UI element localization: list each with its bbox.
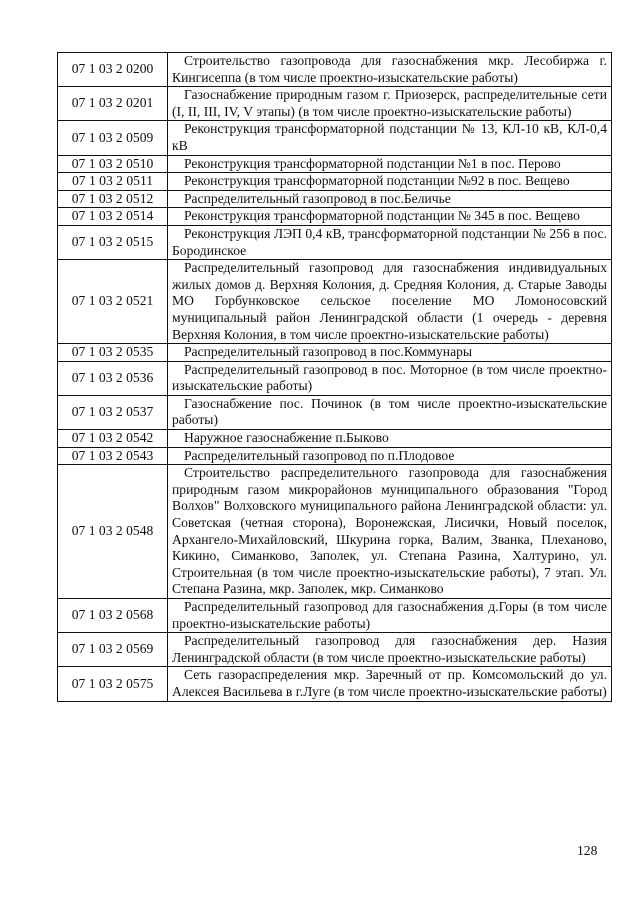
row-code: 07 1 03 2 0575 <box>58 667 168 701</box>
table-row <box>58 667 612 701</box>
row-description: Сеть газораспределения мкр. Заречный от пр. Комсомольский до ул. Алексея Васильева в г.Луге (в том числе проектно-изыскательские работы) <box>168 667 612 701</box>
table-row <box>58 260 612 344</box>
table-row <box>58 430 612 448</box>
table-row <box>58 599 612 633</box>
row-description: Распределительный газопровод в пос. Моторное (в том числе проектно-изыскательские работы) <box>168 361 612 395</box>
row-description: Распределительный газопровод в пос.Коммунары <box>168 344 612 362</box>
row-code: 07 1 03 2 0548 <box>58 465 168 599</box>
table-row <box>58 225 612 259</box>
row-code: 07 1 03 2 0521 <box>58 260 168 344</box>
table-row <box>58 447 612 465</box>
row-code: 07 1 03 2 0542 <box>58 430 168 448</box>
row-description: Распределительный газопровод для газоснабжения д.Горы (в том числе проектно-изыскательские работы) <box>168 599 612 633</box>
table-row <box>58 53 612 87</box>
row-description: Реконструкция ЛЭП 0,4 кВ, трансформаторной подстанции № 256 в пос. Бородинское <box>168 225 612 259</box>
row-description: Распределительный газопровод по п.Плодовое <box>168 447 612 465</box>
row-description: Реконструкция трансформаторной подстанции № 345 в пос. Вещево <box>168 208 612 226</box>
row-description: Распределительный газопровод для газоснабжения дер. Назия Ленинградской области (в том числе проектно-изыскательские работы) <box>168 633 612 667</box>
row-code: 07 1 03 2 0511 <box>58 173 168 191</box>
row-description: Наружное газоснабжение п.Быково <box>168 430 612 448</box>
row-description: Реконструкция трансформаторной подстанции №92 в пос. Вещево <box>168 173 612 191</box>
row-code: 07 1 03 2 0509 <box>58 121 168 155</box>
table-row <box>58 121 612 155</box>
row-code: 07 1 03 2 0537 <box>58 395 168 429</box>
table-row <box>58 633 612 667</box>
row-code: 07 1 03 2 0568 <box>58 599 168 633</box>
row-description: Реконструкция трансформаторной подстанции №1 в пос. Перово <box>168 155 612 173</box>
row-code: 07 1 03 2 0569 <box>58 633 168 667</box>
row-description: Распределительный газопровод в пос.Беличье <box>168 190 612 208</box>
table-row <box>58 361 612 395</box>
row-code: 07 1 03 2 0510 <box>58 155 168 173</box>
row-description: Строительство распределительного газопровода для газоснабжения природным газом микрорайонов муниципального образования "Город Волхов" Волховского муниципального района Ленинградской области: ул. Советская (четная сторона), Воронежская, Лисички, Новый поселок, Архангело-Михайловский, Шкурина горка, Валим, Званка, Плеханово, Кикино, Симанково, Заполек, ул. Степана Разина, Халтурино, ул. Строительная (в том числе проектно-изыскательские работы), 7 этап. Ул. Степана Разина, мкр. Заполек, мкр. Симанково <box>168 465 612 599</box>
row-description: Строительство газопровода для газоснабжения мкр. Лесобиржа г. Кингисеппа (в том числе проектно-изыскательские работы) <box>168 53 612 87</box>
row-code: 07 1 03 2 0514 <box>58 208 168 226</box>
row-description: Газоснабжение пос. Починок (в том числе проектно-изыскательские работы) <box>168 395 612 429</box>
row-code: 07 1 03 2 0543 <box>58 447 168 465</box>
table-row <box>58 87 612 121</box>
table-body <box>58 53 612 702</box>
table-row <box>58 395 612 429</box>
page-number: 128 <box>577 843 598 858</box>
row-description: Реконструкция трансформаторной подстанции № 13, КЛ-10 кВ, КЛ-0,4 кВ <box>168 121 612 155</box>
table-row <box>58 173 612 191</box>
row-description: Распределительный газопровод для газоснабжения индивидуальных жилых домов д. Верхняя Колония, д. Средняя Колония, д. Старые Заводы МО Горбунковское сельское поселение МО Ломоносовский муниципальный район Ленинградской области (1 очередь - деревня Верхняя Колония, в том числе проектно-изыскательские работы) <box>168 260 612 344</box>
row-code: 07 1 03 2 0536 <box>58 361 168 395</box>
budget-code-table <box>57 52 612 702</box>
row-code: 07 1 03 2 0512 <box>58 190 168 208</box>
row-code: 07 1 03 2 0201 <box>58 87 168 121</box>
table-row <box>58 344 612 362</box>
row-code: 07 1 03 2 0515 <box>58 225 168 259</box>
table-row <box>58 190 612 208</box>
table-row <box>58 208 612 226</box>
table-row <box>58 465 612 599</box>
table-row <box>58 155 612 173</box>
row-code: 07 1 03 2 0535 <box>58 344 168 362</box>
row-code: 07 1 03 2 0200 <box>58 53 168 87</box>
row-description: Газоснабжение природным газом г. Приозерск, распределительные сети (I, II, III, IV, V этапы) (в том числе проектно-изыскательские работы) <box>168 87 612 121</box>
